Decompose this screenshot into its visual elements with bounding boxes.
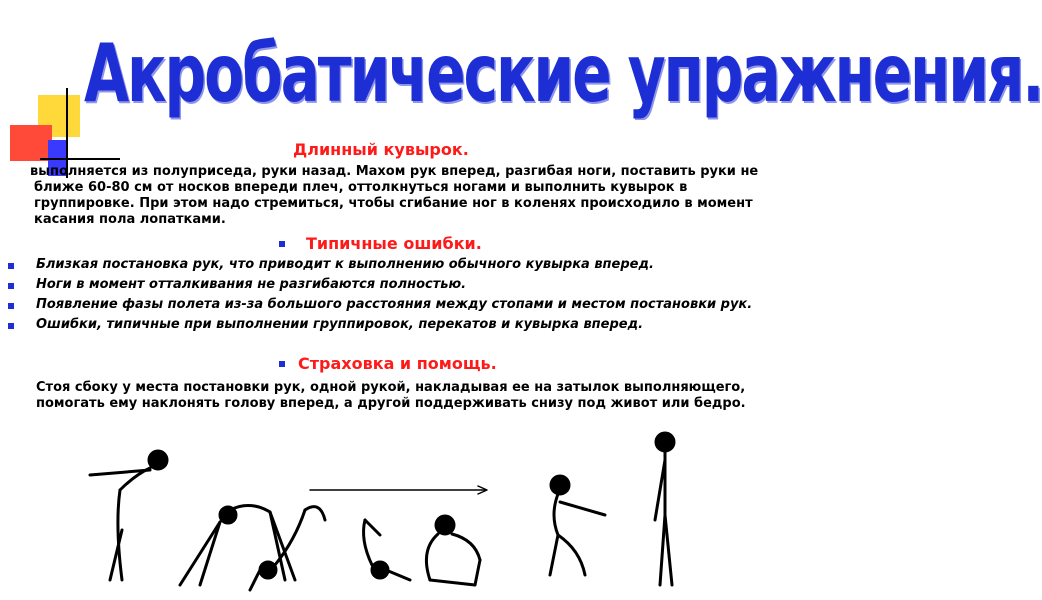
bullet-icon	[8, 263, 14, 269]
heading-spotting-help: Страховка и помощь.	[298, 354, 497, 373]
list-item	[8, 297, 778, 313]
slide-title: Акробатические упражнения.	[84, 27, 1042, 120]
bullet-icon	[8, 323, 14, 329]
bullet-icon	[8, 303, 14, 309]
paragraph-spotting-help: Стоя сбоку у места постановки рук, одной рукой, накладывая ее на затылок выполняющего, помогать ему наклонять голову вперед, а другой поддерживать снизу под живот или бедро.	[36, 380, 746, 411]
errors-list	[8, 257, 778, 337]
heading-long-roll: Длинный кувырок.	[293, 140, 469, 159]
heading-bullet-icon	[279, 361, 285, 367]
bullet-icon	[8, 283, 14, 289]
decor-horizontal-line	[40, 158, 120, 160]
list-item-text: Ошибки, типичные при выполнении группировок, перекатов и кувырка вперед.	[36, 317, 644, 332]
list-item-text: Ноги в момент отталкивания не разгибаются полностью.	[36, 277, 467, 292]
list-item	[8, 277, 778, 293]
heading-bullet-icon	[279, 241, 285, 247]
list-item	[8, 257, 778, 273]
roll-sequence-illustration	[80, 430, 780, 595]
decor-red-square	[10, 125, 52, 161]
list-item	[8, 317, 778, 333]
list-item-text: Близкая постановка рук, что приводит к выполнению обычного кувырка вперед.	[36, 257, 654, 272]
heading-typical-errors: Типичные ошибки.	[306, 234, 482, 253]
paragraph-long-roll: выполняется из полуприседа, руки назад. Махом рук вперед, разгибая ноги, поставить руки не ближе 60-80 см от носков впереди плеч, оттолкнуться ногами и выполнить кувырок в группировке. При этом надо стремиться, чтобы сгибание ног в коленях происходило в момент касания пола лопатками.	[30, 164, 759, 227]
list-item-text: Появление фазы полета из-за большого расстояния между стопами и местом постановки рук.	[36, 297, 753, 312]
